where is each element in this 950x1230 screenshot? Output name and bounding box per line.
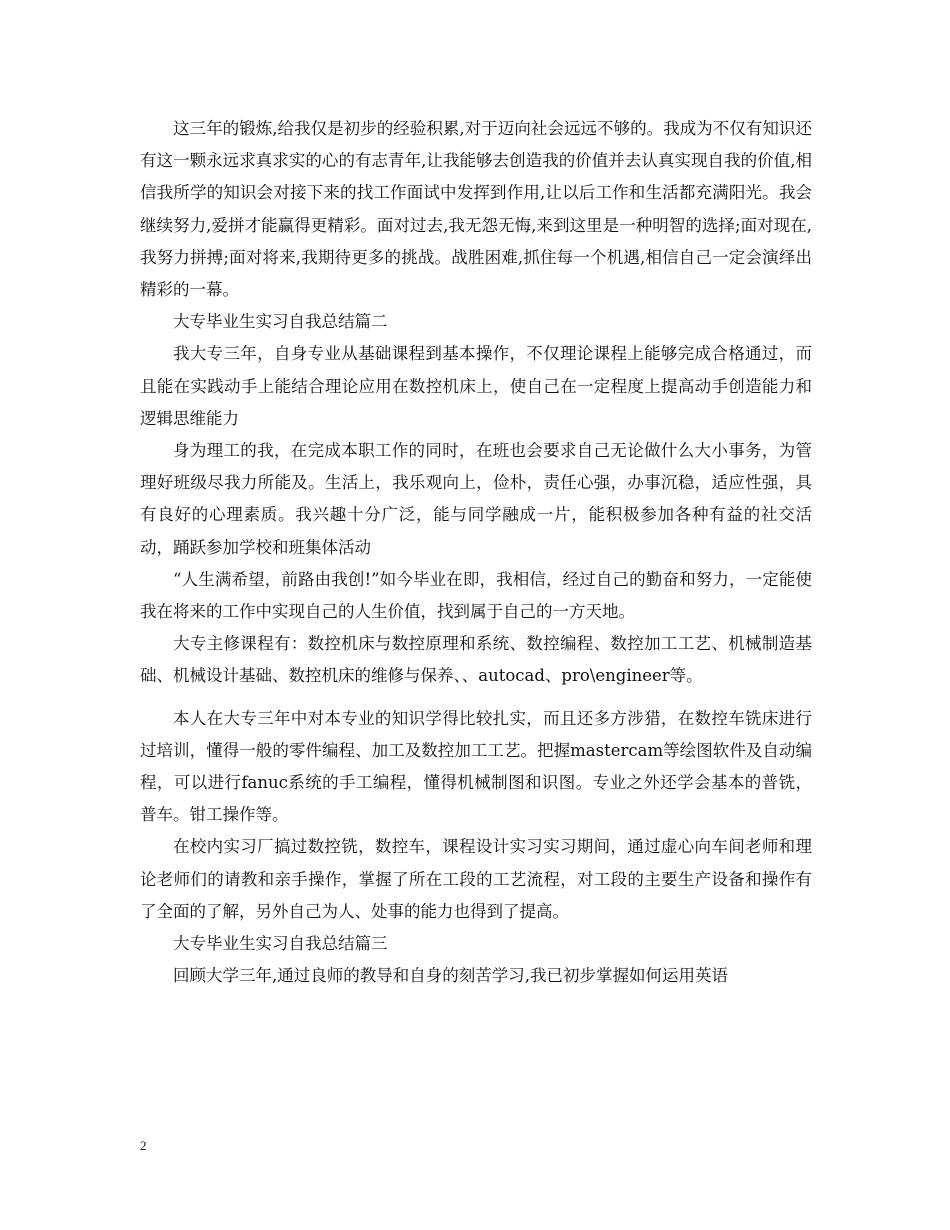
paragraph: 我大专三年，自身专业从基础课程到基本操作，不仅理论课程上能够完成合格通过，而且能在实践动手上能结合理论应用在数控机床上，使自己在一定程度上提高动手创造能力和逻辑思维能力 [140,344,812,428]
page-number: 2 [140,1138,147,1153]
paragraph: 大专主修课程有：数控机床与数控原理和系统、数控编程、数控加工工艺、机械制造基础、机械设计基础、数控机床的维修与保养、、autocad、pro\engineer等。 [140,634,812,686]
paragraph: “人生满希望，前路由我创!”如今毕业在即，我相信，经过自己的勤奋和努力，一定能使我在将来的工作中实现自己的人生价值，找到属于自己的一方天地。 [140,569,812,622]
document-body [140,113,812,992]
paragraph: 回顾大学三年,通过良师的教导和自身的刻苦学习,我已初步掌握如何运用英语 [173,966,728,986]
section-heading: 大专毕业生实习自我总结篇三 [173,934,388,954]
paragraph: 本人在大专三年中对本专业的知识学得比较扎实，而且还多方涉猎，在数控车铣床进行过培训，懂得一般的零件编程、加工及数控加工工艺。把握mastercam等绘图软件及自动编程，可以进行fanuc系统的手工编程，懂得机械制图和识图。专业之外还学会基本的普铣，普车。钳工操作等。 [140,708,812,825]
paragraph: 在校内实习厂搞过数控铣，数控车，课程设计实习实习期间，通过虚心向车间老师和理论老师们的请教和亲手操作，掌握了所在工段的工艺流程，对工段的主要生产设备和操作有了全面的了解，另外自己为人、处事的能力也得到了提高。 [140,837,812,921]
paragraph: 身为理工的我，在完成本职工作的同时，在班也会要求自己无论做什么大小事务，为管理好班级尽我力所能及。生活上，我乐观向上，俭朴，责任心强，办事沉稳，适应性强，具有良好的心理素质。我兴趣十分广泛，能与同学融成一片，能积极参加各种有益的社交活动，踊跃参加学校和班集体活动 [140,441,812,557]
section-heading: 大专毕业生实习自我总结篇二 [173,312,388,332]
paragraph: 这三年的锻炼,给我仅是初步的经验积累,对于迈向社会远远不够的。我成为不仅有知识还有这一颗永远求真求实的心的有志青年,让我能够去创造我的价值并去认真实现自我的价值,相信我所学的知识会对接下来的找工作面试中发挥到作用,让以后工作和生活都充满阳光。我会继续努力,爱拼才能赢得更精彩。面对过去,我无怨无悔,来到这里是一种明智的选择;面对现在,我努力拼搏;面对将来,我期待更多的挑战。战胜困难,抓住每一个机遇,相信自己一定会演绎出精彩的一幕。 [140,119,812,300]
